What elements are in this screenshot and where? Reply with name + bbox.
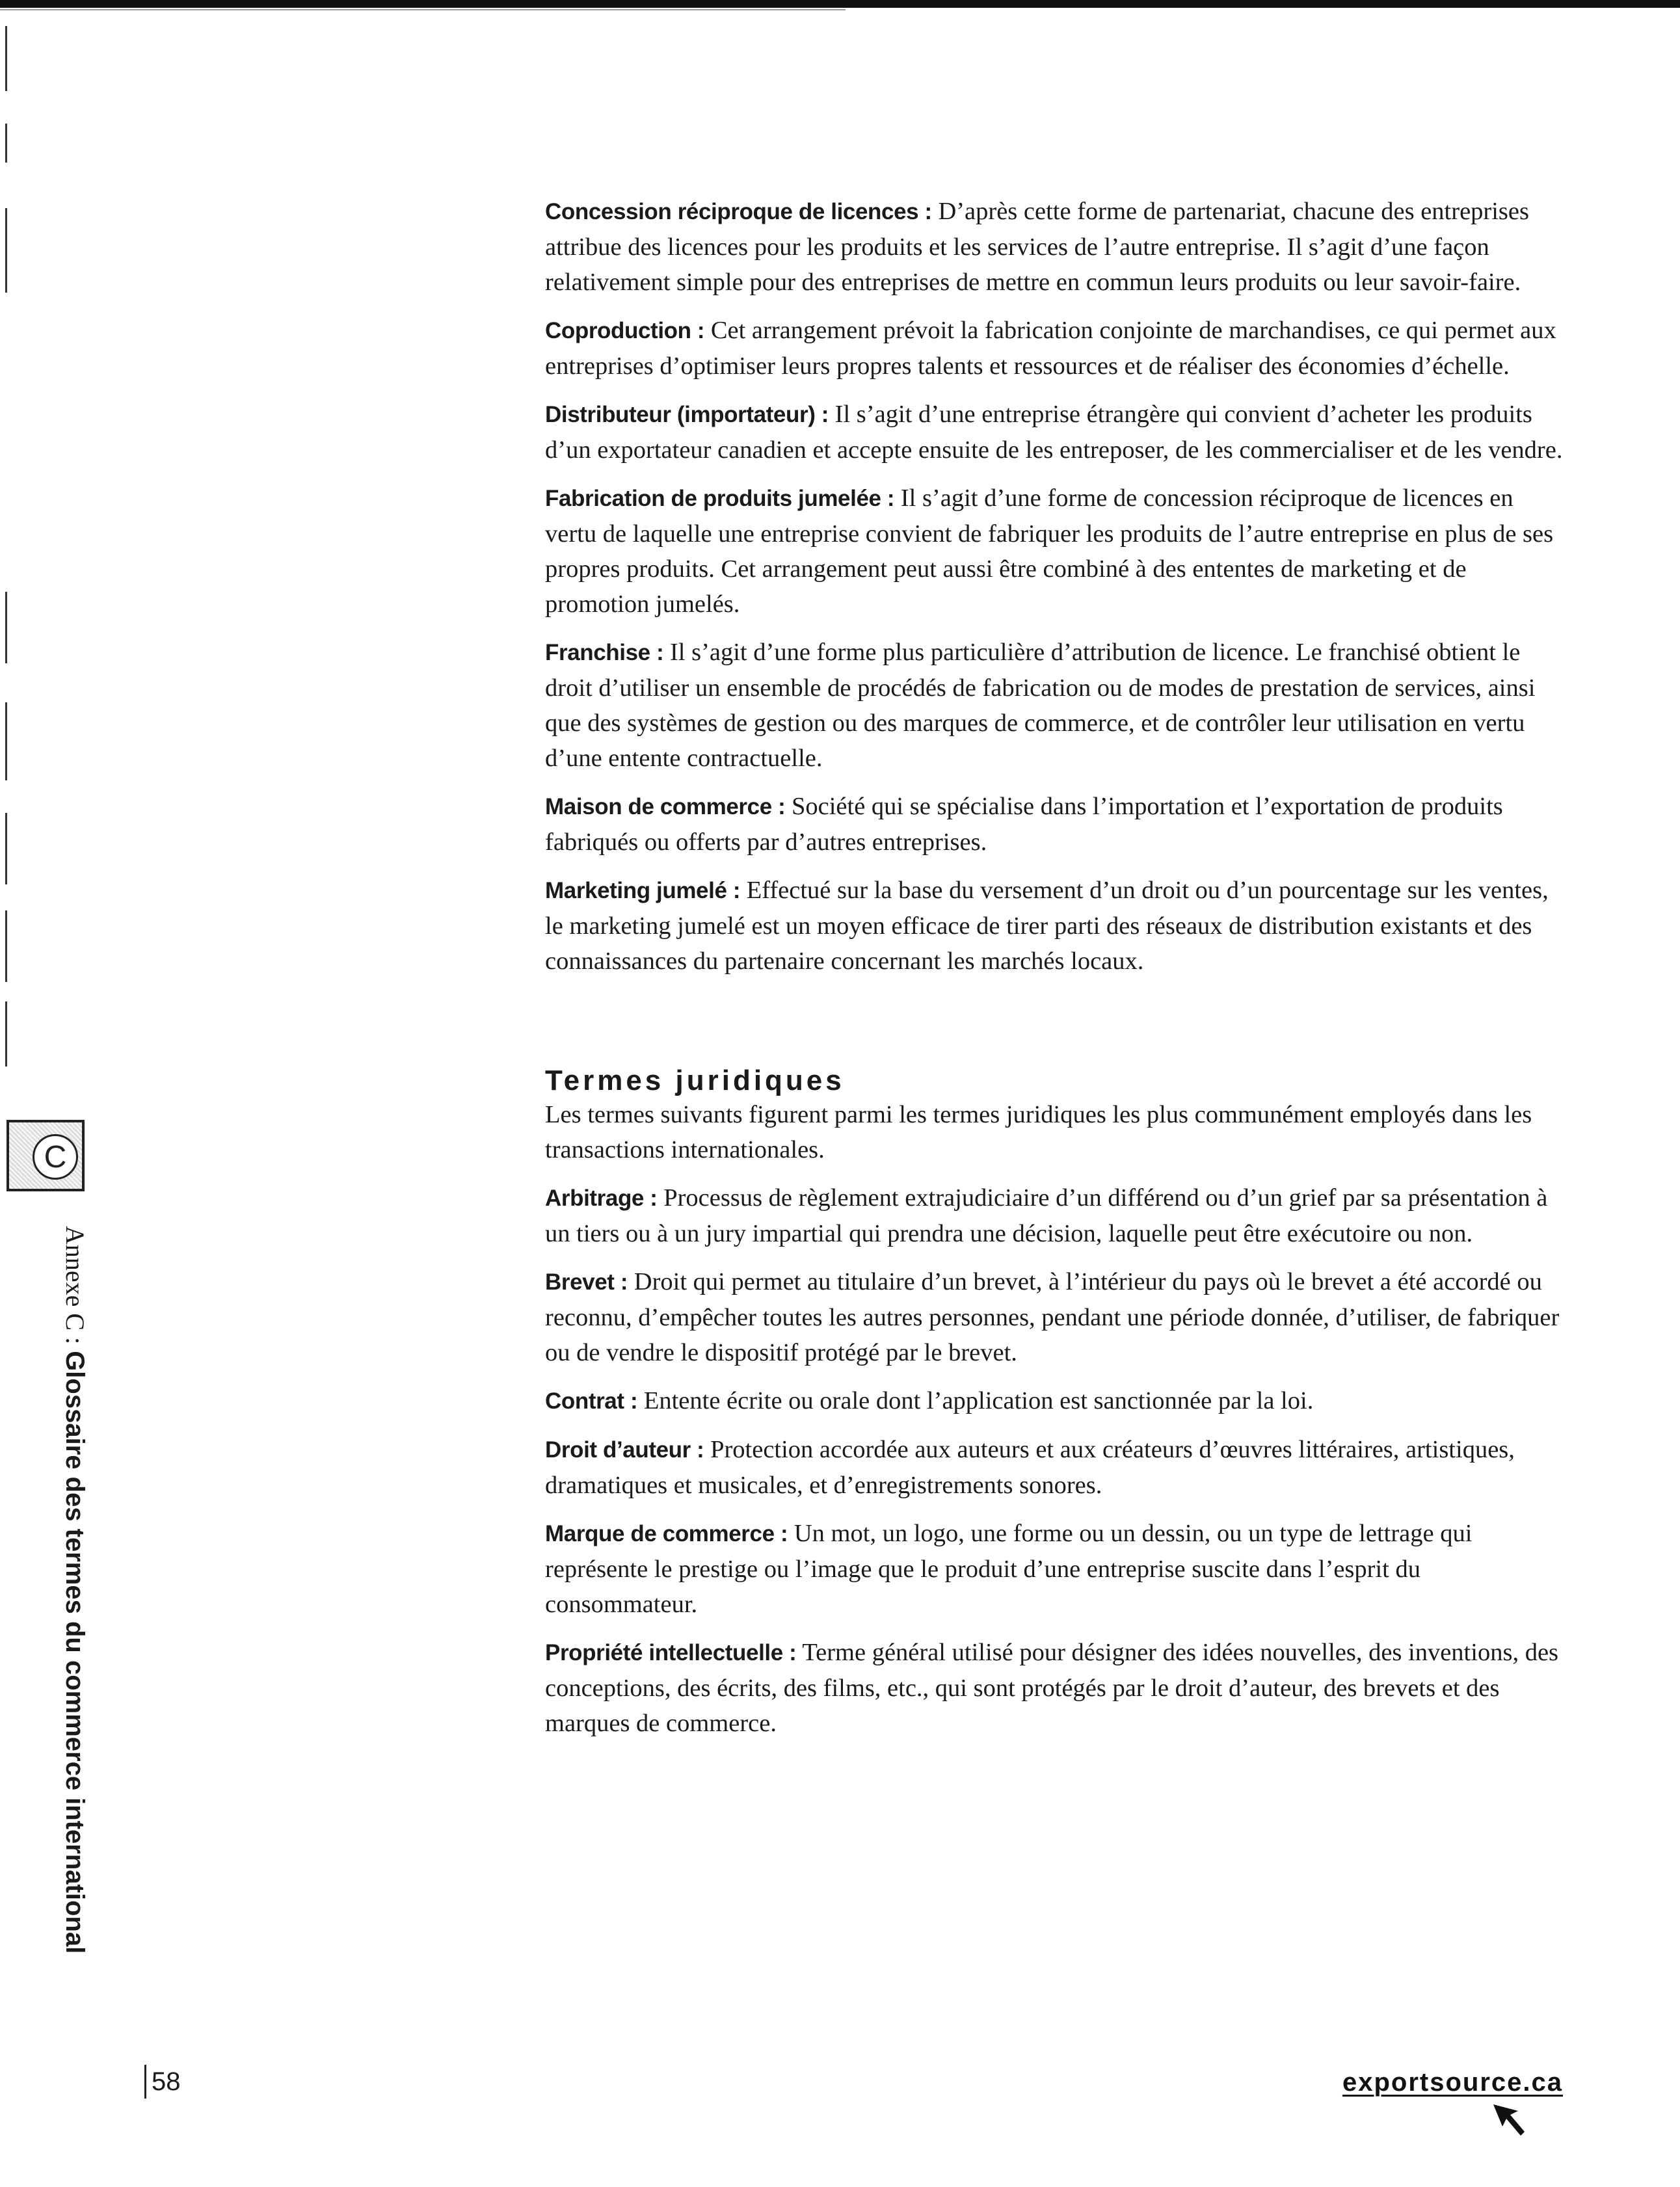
glossary-entry (545, 1180, 1567, 1251)
entry-term: Concession réciproque de licences : (545, 199, 932, 224)
glossary-entry (545, 1635, 1567, 1741)
entry-definition: Terme général utilisé pour désigner des idées nouvelles, des inventions, des conceptions, des écrits, des films, etc., qui sont protégés par le droit d’auteur, des brevets et des marques de commerce. (545, 1639, 1559, 1737)
entry-definition: Il s’agit d’une forme plus particulière d’attribution de licence. Le franchisé obtient le droit d’utiliser un ensemble de procédés de fabrication ou de modes de prestation de services, ainsi que des systèmes de gestion ou des marques de commerce, et de contrôler leur utilisation en vertu d’une entente contractuelle. (545, 639, 1536, 772)
entry-term: Franchise : (545, 640, 664, 665)
entry-definition: D’après cette forme de partenariat, chacune des entreprises attribue des licences pour les produits et les services de l’autre entreprise. Il s’agit d’une façon relativement simple pour des entreprises de mettre en commun leurs produits ou leur savoir-faire. (545, 198, 1529, 296)
page-number: 58 (144, 2065, 181, 2099)
entry-term: Propriété intellectuelle : (545, 1640, 797, 1665)
glossary-entry (545, 1264, 1567, 1370)
glossary-entry (545, 194, 1567, 300)
entry-definition: Un mot, un logo, une forme ou un dessin, ou un type de lettrage qui représente le prestige ou l’image que le produit d’une entreprise suscite dans l’esprit du consommateur. (545, 1520, 1473, 1618)
entry-definition: Il s’agit d’une forme de concession réciproque de licences en vertu de laquelle une entreprise convient de fabriquer les produits de l’autre entreprise en plus de ses propres produits. Cet arrangement peut aussi être combiné à des ententes de marketing et de promotion jumelés. (545, 484, 1554, 618)
top-edge-rule (0, 0, 1680, 8)
entry-definition: Processus de règlement extrajudiciaire d’un différend ou d’un grief par sa présentation à un tiers ou à un jury impartial qui prendra une décision, laquelle peut être exécutoire ou non. (545, 1184, 1548, 1247)
glossary-entry (545, 1516, 1567, 1622)
annex-letter-badge: C (33, 1134, 78, 1180)
entry-definition: Effectué sur la base du versement d’un droit ou d’un pourcentage sur les ventes, le marketing jumelé est un moyen efficace de tirer parti des réseaux de distribution existants et des connaissances du partenaire concernant les marchés locaux. (545, 877, 1549, 975)
binding-mark (5, 124, 7, 163)
glossary-entry (545, 397, 1567, 468)
annex-title-main: Glossaire des termes du commerce international (60, 1351, 89, 1954)
entry-definition: Société qui se spécialise dans l’importation et l’exportation de produits fabriqués ou offerts par d’autres entreprises. (545, 793, 1503, 856)
glossary-entry (545, 481, 1567, 622)
glossary-entry (545, 1432, 1567, 1503)
binding-mark (5, 813, 7, 884)
entry-term: Marketing jumelé : (545, 878, 741, 903)
section-heading: Termes juridiques (545, 1065, 845, 1096)
glossary-entry (545, 313, 1567, 384)
annex-title-prefix: Annexe C : (60, 1226, 90, 1351)
partnership-terms-list (545, 194, 1567, 979)
binding-mark (5, 208, 7, 293)
arrow-pointer-icon (1491, 2102, 1530, 2141)
entry-definition: Protection accordée aux auteurs et aux créateurs d’œuvres littéraires, artistiques, dramatiques et musicales, et d’enregistrements sonores. (545, 1436, 1515, 1499)
legal-terms-section (545, 1065, 1567, 1741)
binding-mark (5, 910, 7, 982)
entry-definition: Droit qui permet au titulaire d’un brevet, à l’intérieur du pays où le brevet a été accordé ou reconnu, d’empêcher toutes les autres personnes, pendant une période donnée, d’utiliser, de fabriquer ou de vendre le dispositif protégé par le brevet. (545, 1268, 1560, 1366)
entry-term: Droit d’auteur : (545, 1437, 704, 1463)
entry-definition: Il s’agit d’une entreprise étrangère qui convient d’acheter les produits d’un exportateur canadien et accepte ensuite de les entreposer, de les commercialiser et de les vendre. (545, 401, 1563, 464)
entry-term: Coproduction : (545, 318, 705, 343)
annex-side-title (59, 1226, 91, 1954)
glossary-entry (545, 873, 1567, 979)
entry-term: Marque de commerce : (545, 1521, 788, 1546)
entry-term: Contrat : (545, 1388, 638, 1414)
section-spacer (545, 992, 1567, 1065)
entry-term: Fabrication de produits jumelée : (545, 486, 895, 511)
glossary-entry (545, 635, 1567, 776)
entry-definition: Entente écrite ou orale dont l’application est sanctionnée par la loi. (637, 1387, 1314, 1414)
binding-mark (5, 1001, 7, 1067)
entry-definition: Cet arrangement prévoit la fabrication conjointe de marchandises, ce qui permet aux entreprises d’optimiser leurs propres talents et ressources et de réaliser des économies d’échelle. (545, 317, 1556, 380)
section-intro: Les termes suivants figurent parmi les termes juridiques les plus communément employés dans les transactions internationales. (545, 1101, 1532, 1163)
entry-term: Maison de commerce : (545, 794, 786, 819)
glossary-entry (545, 1383, 1567, 1419)
entry-term: Arbitrage : (545, 1186, 658, 1211)
glossary-entry (545, 789, 1567, 860)
entry-term: Distributeur (importateur) : (545, 402, 829, 427)
website-link[interactable]: exportsource.ca (1342, 2068, 1563, 2097)
glossary-content (545, 194, 1567, 1754)
top-edge-shadow (0, 9, 846, 10)
binding-mark (5, 592, 7, 663)
annex-tab (7, 1120, 85, 1191)
entry-term: Brevet : (545, 1269, 628, 1295)
binding-mark (5, 702, 7, 780)
binding-mark (5, 26, 7, 91)
